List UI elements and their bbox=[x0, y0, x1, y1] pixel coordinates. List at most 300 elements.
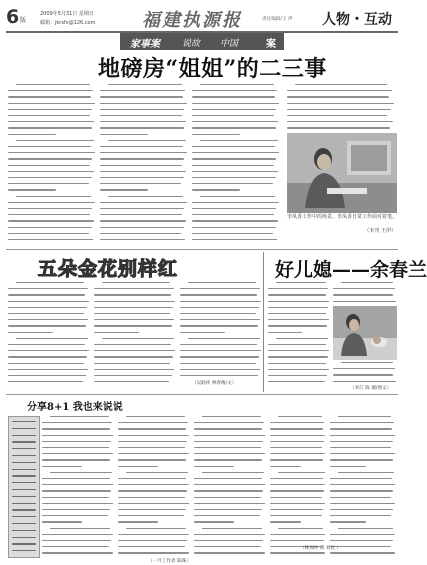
article1-col3 bbox=[192, 82, 280, 247]
text-line bbox=[94, 319, 174, 320]
text-line bbox=[8, 344, 85, 345]
text-line bbox=[118, 453, 189, 454]
text-line bbox=[192, 171, 278, 172]
text-line bbox=[270, 552, 325, 553]
text-line bbox=[94, 375, 172, 376]
text-line bbox=[16, 140, 94, 141]
text-line bbox=[42, 546, 109, 547]
text-line bbox=[100, 121, 186, 122]
article1-title: 地磅房“姐姐”的二三事 bbox=[98, 56, 327, 82]
text-line bbox=[192, 202, 279, 203]
text-line bbox=[180, 375, 258, 376]
text-line bbox=[268, 313, 326, 314]
text-line bbox=[100, 227, 184, 228]
section-rule-2 bbox=[6, 394, 398, 395]
article1-caption: 李凤香工作中的场景。李凤香日常工作面对着笔。 bbox=[287, 214, 398, 220]
text-line bbox=[12, 469, 36, 470]
text-line bbox=[42, 552, 113, 553]
text-line bbox=[108, 140, 186, 141]
text-line bbox=[118, 447, 185, 448]
text-line bbox=[100, 220, 186, 221]
text-line bbox=[12, 441, 36, 442]
text-line bbox=[338, 472, 394, 473]
text-line bbox=[194, 453, 265, 454]
text-line bbox=[118, 503, 189, 504]
text-line bbox=[8, 369, 88, 370]
text-line bbox=[118, 497, 185, 498]
text-line bbox=[180, 307, 259, 308]
text-line bbox=[100, 177, 184, 178]
text-line bbox=[194, 515, 260, 516]
text-line bbox=[180, 301, 261, 302]
text-line bbox=[192, 165, 274, 166]
text-line bbox=[100, 134, 148, 135]
article1-col2 bbox=[100, 82, 188, 247]
banner-right: 案 bbox=[266, 39, 276, 50]
text-line bbox=[202, 416, 261, 417]
text-line bbox=[94, 363, 170, 364]
text-line bbox=[268, 325, 327, 326]
text-line bbox=[270, 534, 325, 535]
text-line bbox=[8, 177, 92, 178]
text-line bbox=[8, 146, 91, 147]
text-line bbox=[42, 521, 82, 522]
text-line bbox=[276, 338, 328, 339]
text-line bbox=[194, 503, 265, 504]
text-line bbox=[330, 515, 391, 516]
text-line bbox=[270, 435, 325, 436]
page-number: 6 bbox=[6, 6, 20, 28]
text-line bbox=[94, 288, 174, 289]
text-line bbox=[192, 109, 276, 110]
text-line bbox=[188, 338, 260, 339]
text-line bbox=[180, 288, 260, 289]
text-line bbox=[8, 313, 84, 314]
text-line bbox=[118, 422, 188, 423]
text-line bbox=[194, 459, 262, 460]
text-line bbox=[295, 84, 387, 85]
text-line bbox=[192, 146, 275, 147]
text-line bbox=[94, 350, 175, 351]
text-line bbox=[192, 127, 276, 128]
text-line bbox=[12, 550, 36, 551]
text-line bbox=[100, 171, 186, 172]
text-line bbox=[192, 233, 273, 234]
text-line bbox=[268, 369, 329, 370]
text-line bbox=[194, 546, 261, 547]
banner-mid-1: 说故 bbox=[182, 39, 201, 49]
issue-date: 2009年5月31日 星期日 bbox=[40, 11, 94, 17]
text-line bbox=[200, 84, 274, 85]
text-line bbox=[118, 466, 158, 467]
text-line bbox=[16, 282, 84, 283]
text-line bbox=[100, 109, 184, 110]
banner-left: 家事案 bbox=[130, 39, 160, 50]
text-line bbox=[192, 121, 278, 122]
text-line bbox=[192, 90, 277, 91]
text-line bbox=[192, 220, 278, 221]
page-number-suffix: 版 bbox=[20, 17, 27, 24]
text-line bbox=[192, 208, 276, 209]
text-line bbox=[94, 313, 170, 314]
text-line bbox=[270, 503, 325, 504]
text-line bbox=[333, 301, 396, 302]
text-line bbox=[200, 140, 278, 141]
text-line bbox=[94, 294, 171, 295]
text-line bbox=[12, 462, 36, 463]
text-line bbox=[8, 183, 89, 184]
text-line bbox=[16, 338, 88, 339]
text-line bbox=[270, 478, 323, 479]
photo-woman-at-desk bbox=[287, 133, 397, 213]
text-line bbox=[341, 282, 393, 283]
text-line bbox=[330, 478, 392, 479]
article1-col4 bbox=[287, 82, 395, 132]
text-line bbox=[278, 416, 322, 417]
text-line bbox=[42, 428, 110, 429]
text-line bbox=[8, 208, 92, 209]
text-line bbox=[330, 509, 393, 510]
text-line bbox=[333, 381, 396, 382]
text-line bbox=[118, 484, 189, 485]
text-line bbox=[194, 435, 265, 436]
text-line bbox=[202, 528, 262, 529]
bottom-credit-b: （林加冲 胡 刘民 ） bbox=[300, 546, 342, 551]
text-line bbox=[102, 338, 174, 339]
text-line bbox=[268, 375, 327, 376]
text-line bbox=[200, 196, 275, 197]
article2-credit: （吴联祥 林春梅/文） bbox=[192, 381, 237, 386]
text-line bbox=[188, 282, 256, 283]
text-line bbox=[126, 528, 186, 529]
text-line bbox=[100, 183, 181, 184]
text-line bbox=[194, 534, 265, 535]
text-line bbox=[270, 453, 325, 454]
text-line bbox=[338, 416, 391, 417]
text-line bbox=[194, 447, 261, 448]
text-line bbox=[287, 103, 394, 104]
text-line bbox=[12, 482, 36, 483]
text-line bbox=[192, 134, 240, 135]
text-line bbox=[287, 90, 392, 91]
text-line bbox=[16, 84, 90, 85]
text-line bbox=[8, 301, 89, 302]
text-line bbox=[192, 239, 277, 240]
text-line bbox=[8, 325, 86, 326]
text-line bbox=[192, 183, 273, 184]
text-line bbox=[42, 466, 82, 467]
text-line bbox=[270, 490, 324, 491]
text-line bbox=[268, 363, 326, 364]
text-line bbox=[12, 516, 36, 517]
bottom-col4 bbox=[270, 414, 326, 558]
text-line bbox=[94, 344, 171, 345]
text-line bbox=[194, 540, 263, 541]
text-line bbox=[341, 362, 393, 363]
text-line bbox=[94, 356, 173, 357]
text-line bbox=[8, 288, 88, 289]
text-line bbox=[42, 534, 113, 535]
text-line bbox=[12, 475, 36, 476]
article3-photo bbox=[333, 306, 397, 360]
text-line bbox=[180, 325, 258, 326]
text-line bbox=[180, 294, 257, 295]
article3-credit: （李江 陈 城/图文） bbox=[350, 386, 392, 391]
article2-title: 五朵金花别样红 bbox=[38, 258, 179, 280]
section-rule-1 bbox=[6, 249, 398, 250]
text-line bbox=[268, 301, 329, 302]
text-line bbox=[108, 196, 183, 197]
text-line bbox=[12, 523, 36, 524]
text-line bbox=[126, 416, 185, 417]
text-line bbox=[268, 381, 325, 382]
text-line bbox=[333, 374, 393, 375]
text-line bbox=[192, 115, 274, 116]
text-line bbox=[12, 455, 36, 456]
text-line bbox=[8, 381, 83, 382]
text-line bbox=[8, 220, 94, 221]
text-line bbox=[278, 528, 323, 529]
text-line bbox=[118, 478, 186, 479]
text-line bbox=[100, 208, 184, 209]
text-line bbox=[8, 350, 89, 351]
text-line bbox=[118, 441, 187, 442]
text-line bbox=[180, 363, 256, 364]
text-line bbox=[192, 96, 275, 97]
text-line bbox=[194, 422, 264, 423]
text-line bbox=[42, 478, 110, 479]
text-line bbox=[100, 165, 182, 166]
text-line bbox=[330, 490, 393, 491]
text-line bbox=[330, 428, 392, 429]
text-line bbox=[270, 540, 324, 541]
text-line bbox=[118, 515, 184, 516]
text-line bbox=[270, 509, 323, 510]
text-line bbox=[192, 214, 274, 215]
bottom-credit-a: （一月工作者 陈珠） bbox=[148, 559, 191, 564]
text-line bbox=[8, 332, 53, 333]
text-line bbox=[270, 428, 323, 429]
text-line bbox=[94, 381, 169, 382]
text-line bbox=[100, 202, 187, 203]
text-line bbox=[42, 459, 110, 460]
text-line bbox=[333, 368, 395, 369]
text-line bbox=[42, 484, 113, 485]
text-line bbox=[42, 503, 113, 504]
text-line bbox=[126, 472, 188, 473]
text-line bbox=[100, 239, 185, 240]
article3-title: 好儿媳——余春兰 bbox=[275, 259, 427, 281]
text-line bbox=[12, 428, 36, 429]
text-line bbox=[8, 356, 87, 357]
text-line bbox=[270, 515, 322, 516]
text-line bbox=[12, 489, 36, 490]
page-header bbox=[0, 0, 402, 36]
text-line bbox=[94, 307, 173, 308]
bottom-title: 分享8+1 我也来说说 bbox=[27, 402, 123, 413]
text-line bbox=[180, 319, 260, 320]
article2-col3 bbox=[180, 280, 262, 380]
text-line bbox=[8, 109, 92, 110]
text-line bbox=[12, 435, 36, 436]
text-line bbox=[180, 332, 225, 333]
text-line bbox=[94, 332, 139, 333]
article1-photo-credit: （本刊 王伊） bbox=[364, 228, 396, 234]
text-line bbox=[194, 497, 261, 498]
text-line bbox=[194, 521, 234, 522]
text-line bbox=[287, 109, 391, 110]
contact-email: 邮箱：jkrsfx@126.com bbox=[40, 20, 96, 26]
text-line bbox=[8, 189, 56, 190]
text-line bbox=[42, 422, 112, 423]
text-line bbox=[8, 294, 85, 295]
text-line bbox=[12, 503, 36, 504]
text-line bbox=[118, 428, 186, 429]
text-line bbox=[268, 294, 326, 295]
text-line bbox=[8, 233, 89, 234]
text-line bbox=[192, 158, 276, 159]
text-line bbox=[108, 84, 182, 85]
text-line bbox=[180, 344, 257, 345]
text-line bbox=[330, 453, 395, 454]
text-line bbox=[8, 202, 95, 203]
text-line bbox=[270, 441, 324, 442]
text-line bbox=[8, 319, 88, 320]
text-line bbox=[180, 350, 261, 351]
text-line bbox=[42, 435, 113, 436]
text-line bbox=[330, 441, 393, 442]
text-line bbox=[270, 447, 322, 448]
text-line bbox=[268, 288, 328, 289]
text-line bbox=[100, 90, 185, 91]
text-line bbox=[192, 227, 276, 228]
text-line bbox=[333, 294, 393, 295]
text-line bbox=[42, 453, 113, 454]
text-line bbox=[118, 546, 185, 547]
text-line bbox=[330, 503, 395, 504]
text-line bbox=[330, 534, 395, 535]
text-line bbox=[8, 134, 56, 135]
text-line bbox=[270, 484, 325, 485]
text-line bbox=[278, 472, 325, 473]
text-line bbox=[118, 490, 187, 491]
text-line bbox=[8, 121, 94, 122]
text-line bbox=[330, 447, 391, 448]
text-line bbox=[194, 509, 262, 510]
text-line bbox=[94, 301, 175, 302]
section-title: 人物・互动 bbox=[322, 12, 392, 28]
text-line bbox=[192, 189, 240, 190]
text-line bbox=[12, 537, 36, 538]
text-line bbox=[270, 497, 322, 498]
text-line bbox=[12, 496, 36, 497]
text-line bbox=[287, 115, 387, 116]
editor-line: 责任编辑/王 伊 bbox=[262, 17, 293, 22]
text-line bbox=[42, 540, 111, 541]
article2-col2 bbox=[94, 280, 176, 390]
photo-family-bedside bbox=[333, 306, 397, 360]
text-line bbox=[42, 509, 110, 510]
text-line bbox=[338, 528, 393, 529]
article1-photo bbox=[287, 133, 397, 213]
text-line bbox=[118, 521, 158, 522]
text-line bbox=[192, 103, 279, 104]
text-line bbox=[268, 356, 328, 357]
text-line bbox=[102, 282, 170, 283]
text-line bbox=[12, 448, 36, 449]
text-line bbox=[330, 552, 395, 553]
text-line bbox=[8, 171, 94, 172]
text-line bbox=[270, 466, 301, 467]
text-line bbox=[118, 540, 187, 541]
text-line bbox=[8, 152, 95, 153]
text-line bbox=[180, 313, 256, 314]
text-line bbox=[276, 282, 326, 283]
text-line bbox=[287, 127, 390, 128]
text-line bbox=[8, 214, 90, 215]
text-line bbox=[330, 459, 393, 460]
text-line bbox=[268, 319, 329, 320]
text-line bbox=[270, 422, 324, 423]
column-divider bbox=[263, 252, 264, 392]
text-line bbox=[100, 233, 181, 234]
text-line bbox=[330, 484, 395, 485]
text-line bbox=[100, 146, 183, 147]
text-line bbox=[180, 369, 260, 370]
text-line bbox=[194, 428, 262, 429]
text-line bbox=[268, 350, 329, 351]
text-line bbox=[100, 214, 182, 215]
text-line bbox=[268, 344, 326, 345]
text-line bbox=[42, 447, 109, 448]
banner-mid-2: 中国 bbox=[220, 39, 239, 49]
text-line bbox=[16, 196, 91, 197]
text-line bbox=[287, 96, 389, 97]
bottom-note-box bbox=[8, 416, 40, 558]
text-line bbox=[50, 528, 110, 529]
text-line bbox=[330, 435, 395, 436]
text-line bbox=[8, 96, 91, 97]
text-line bbox=[42, 490, 111, 491]
text-line bbox=[270, 521, 301, 522]
bottom-col2 bbox=[118, 414, 190, 558]
text-line bbox=[118, 459, 186, 460]
text-line bbox=[8, 158, 92, 159]
feature-banner bbox=[120, 33, 284, 50]
text-line bbox=[8, 363, 84, 364]
text-line bbox=[12, 509, 36, 510]
article3-col2-lower bbox=[333, 360, 397, 388]
text-line bbox=[50, 472, 112, 473]
text-line bbox=[118, 435, 189, 436]
text-line bbox=[194, 466, 234, 467]
text-line bbox=[100, 103, 187, 104]
text-line bbox=[50, 416, 109, 417]
text-line bbox=[8, 90, 93, 91]
text-line bbox=[330, 422, 394, 423]
text-line bbox=[8, 165, 90, 166]
text-line bbox=[118, 509, 186, 510]
text-line bbox=[330, 521, 366, 522]
text-line bbox=[270, 459, 323, 460]
text-line bbox=[42, 497, 109, 498]
article3-col1 bbox=[268, 280, 330, 390]
text-line bbox=[202, 472, 264, 473]
text-line bbox=[100, 127, 184, 128]
text-line bbox=[268, 332, 302, 333]
text-line bbox=[192, 177, 276, 178]
text-line bbox=[180, 356, 259, 357]
